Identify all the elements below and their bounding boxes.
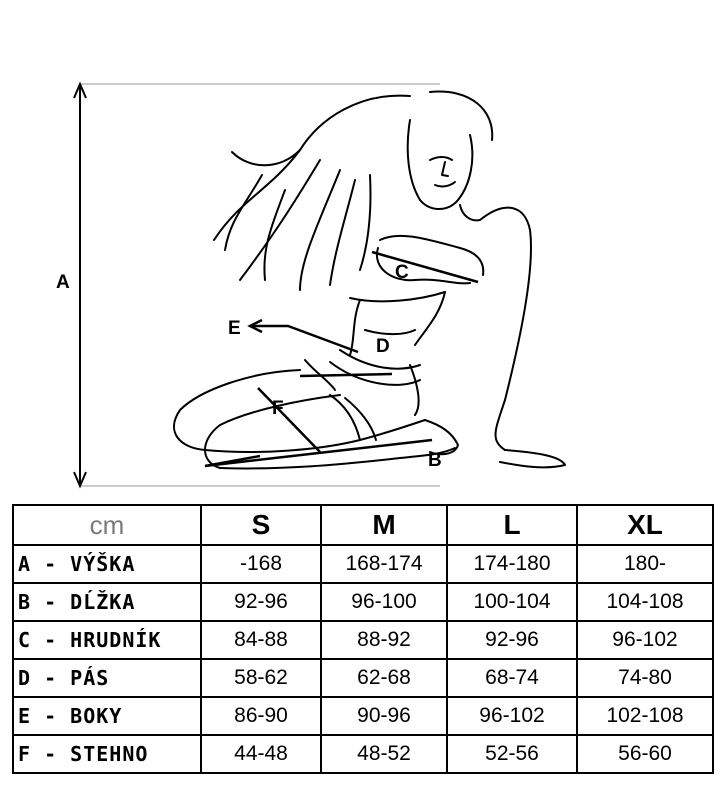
table-cell: 52-56 xyxy=(447,735,577,773)
marker-b-label: B xyxy=(428,450,442,471)
marker-c-label: C xyxy=(395,262,409,283)
table-cell: 44-48 xyxy=(201,735,321,773)
table-cell: 174-180 xyxy=(447,545,577,583)
size-header-s: S xyxy=(201,505,321,545)
table-row xyxy=(13,735,713,773)
table-cell: 92-96 xyxy=(447,621,577,659)
measurement-lines xyxy=(205,252,478,466)
table-cell: 104-108 xyxy=(577,583,713,621)
table-row xyxy=(13,583,713,621)
table-cell: 88-92 xyxy=(321,621,447,659)
table-cell: 48-52 xyxy=(321,735,447,773)
table-cell: 68-74 xyxy=(447,659,577,697)
table-cell: 96-102 xyxy=(447,697,577,735)
size-header-xl: XL xyxy=(577,505,713,545)
row-label: D - PÁS xyxy=(13,659,201,697)
row-label: F - STEHNO xyxy=(13,735,201,773)
table-cell: -168 xyxy=(201,545,321,583)
size-header-l: L xyxy=(447,505,577,545)
table-cell: 180- xyxy=(577,545,713,583)
table-row xyxy=(13,659,713,697)
table-row xyxy=(13,697,713,735)
height-dimension-line xyxy=(74,84,440,486)
table-cell: 56-60 xyxy=(577,735,713,773)
table-cell: 58-62 xyxy=(201,659,321,697)
marker-e-label: E xyxy=(228,318,241,339)
table-cell: 90-96 xyxy=(321,697,447,735)
size-chart-table xyxy=(12,504,714,774)
unit-header: cm xyxy=(13,505,201,545)
table-row xyxy=(13,621,713,659)
table-row xyxy=(13,545,713,583)
table-cell: 100-104 xyxy=(447,583,577,621)
row-label: E - BOKY xyxy=(13,697,201,735)
table-cell: 74-80 xyxy=(577,659,713,697)
row-label: C - HRUDNÍK xyxy=(13,621,201,659)
table-header-row xyxy=(13,505,713,545)
woman-figure-drawing xyxy=(174,92,565,469)
row-label: B - DĹŽKA xyxy=(13,583,201,621)
marker-d-label: D xyxy=(376,336,390,357)
row-label: A - VÝŠKA xyxy=(13,545,201,583)
table-cell: 96-102 xyxy=(577,621,713,659)
table-cell: 62-68 xyxy=(321,659,447,697)
table-cell: 92-96 xyxy=(201,583,321,621)
table-cell: 168-174 xyxy=(321,545,447,583)
table-cell: 84-88 xyxy=(201,621,321,659)
table-cell: 86-90 xyxy=(201,697,321,735)
table-cell: 96-100 xyxy=(321,583,447,621)
size-header-m: M xyxy=(321,505,447,545)
table-cell: 102-108 xyxy=(577,697,713,735)
marker-f-label: F xyxy=(272,398,284,419)
marker-a-label: A xyxy=(56,272,70,293)
